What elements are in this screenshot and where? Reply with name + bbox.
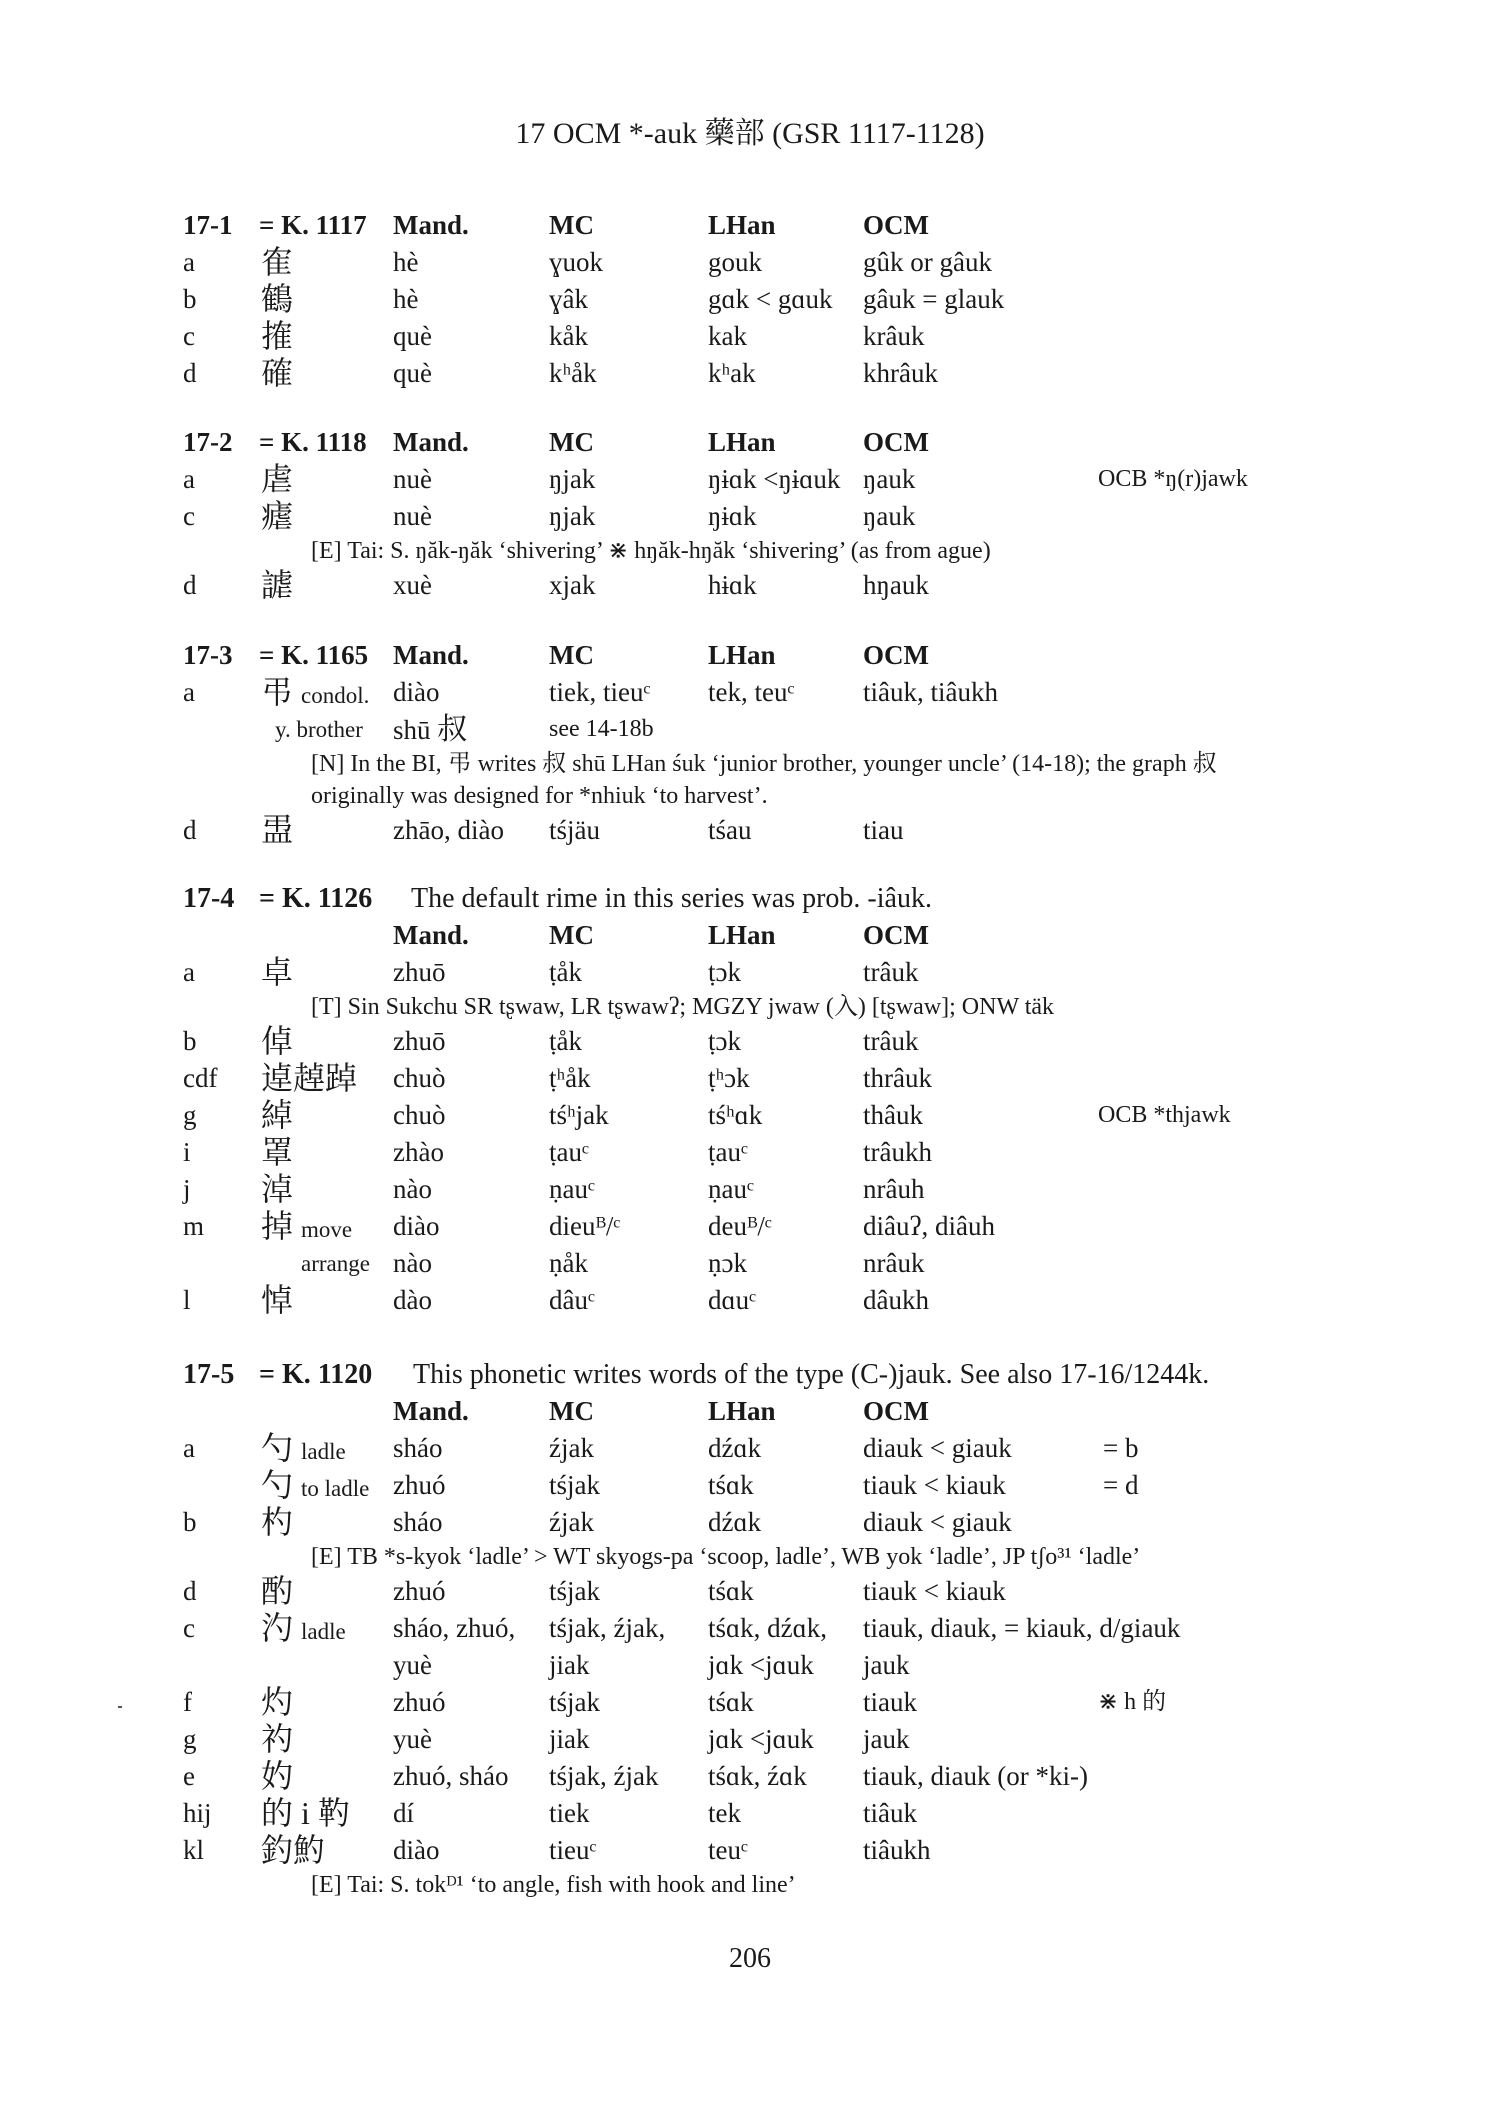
- col-mand: Mand.: [393, 920, 469, 950]
- column-headers: [183, 1393, 1353, 1430]
- etymology-note: [E] Tai: S. tokᴰ¹ ‘to angle, fish with hook and line’: [311, 1872, 796, 1898]
- entry-ocm: nrâuh: [863, 1174, 925, 1204]
- entry-mand: dào: [393, 1285, 432, 1315]
- entry-char: 隺: [261, 244, 294, 280]
- entry-char: 汋: [261, 1610, 294, 1646]
- entry-id: cdf: [183, 1063, 218, 1093]
- entry-mc: tieuᶜ: [549, 1835, 597, 1865]
- entry-lhan: dźɑk: [708, 1507, 762, 1537]
- entry-ocm: gâuk = glauk: [863, 284, 1005, 314]
- entry-row: [183, 1795, 1353, 1832]
- section-description: This phonetic writes words of the type (C-)jauk. See also 17-16/1244k.: [413, 1359, 1210, 1390]
- col-ocm: OCM: [863, 920, 929, 950]
- entry-id: kl: [183, 1835, 205, 1865]
- section-description: The default rime in this series was prob. -iâuk.: [411, 883, 932, 914]
- entry-row: [183, 1573, 1353, 1610]
- entry-ocm: trâukh: [863, 1137, 932, 1167]
- section-header: [183, 424, 1353, 461]
- entry-char: 酌: [261, 1573, 294, 1609]
- entry-row: [183, 1208, 1353, 1245]
- entry-gloss: move: [301, 1217, 353, 1242]
- entry-lhan: ṇauᶜ: [708, 1174, 754, 1204]
- entry-row: [183, 954, 1353, 991]
- entry-mc: tśjak: [549, 1470, 600, 1500]
- col-ocm: OCM: [863, 427, 929, 457]
- entry-row: [183, 567, 1353, 604]
- entry-id: a: [183, 957, 195, 987]
- entry-row: [183, 355, 1353, 392]
- entry-char-with-gloss: [261, 1430, 346, 1470]
- entry-row: [183, 812, 1353, 849]
- entry-mc: ŋjak: [549, 464, 596, 494]
- entry-row: [183, 1758, 1353, 1795]
- entry-mand: xuè: [393, 570, 432, 600]
- stray-mark: [118, 1706, 122, 1708]
- entry-id: d: [183, 570, 197, 600]
- entry-lhan: ṭʰɔk: [708, 1063, 750, 1093]
- entry-gloss: arrange: [301, 1251, 370, 1276]
- karlgren-ref: = K. 1126: [259, 883, 373, 914]
- entry-mc: tśjak, źjak,: [549, 1613, 666, 1643]
- section-17-1: [183, 207, 1353, 392]
- entry-char: 礿: [261, 1721, 294, 1757]
- entry-mand: sháo, zhuó,: [393, 1613, 516, 1643]
- entry-lhan: kʰak: [708, 358, 756, 388]
- entry-char: 杓: [261, 1504, 294, 1540]
- entry-mc: źjak: [549, 1507, 594, 1537]
- col-lhan: LHan: [708, 210, 776, 240]
- entry-mc: ṭåk: [549, 1026, 582, 1056]
- col-mand: Mand.: [393, 210, 469, 240]
- transcription-note: [T] Sin Sukchu SR tʂwaw, LR tʂwawʔ; MGZY jwaw (入) [tʂwaw]; ONW täk: [311, 994, 1055, 1020]
- entry-mc: ṇåk: [549, 1248, 588, 1278]
- entry-mand: chuò: [393, 1063, 446, 1093]
- entry-mc: ɣuok: [549, 247, 603, 277]
- entry-id: j: [183, 1174, 191, 1204]
- entry-char-with-gloss: [261, 1467, 369, 1507]
- entry-lhan: ṇɔk: [708, 1248, 747, 1278]
- entry-equivalence: = d: [1103, 1470, 1139, 1500]
- entry-id: a: [183, 464, 195, 494]
- entry-ocm: tiauk < kiauk: [863, 1470, 1006, 1500]
- entry-row: [183, 1684, 1353, 1721]
- col-lhan: LHan: [708, 920, 776, 950]
- section-17-4: [183, 880, 1353, 1319]
- entry-mand: shū: [393, 715, 431, 745]
- entry-lhan: kak: [708, 321, 747, 351]
- entry-char: 妁: [261, 1758, 294, 1794]
- entry-row: [183, 1171, 1353, 1208]
- entry-mand-with-char: [393, 711, 467, 749]
- entry-ocm: diâuʔ, diâuh: [863, 1211, 995, 1241]
- entry-char: 淖: [261, 1171, 294, 1207]
- entry-ocm: tiau: [863, 815, 904, 845]
- entry-char: 灼: [261, 1684, 294, 1720]
- entry-row: [183, 498, 1353, 535]
- entry-mc: xjak: [549, 570, 596, 600]
- section-17-3: [183, 637, 1353, 849]
- col-mc: MC: [549, 1396, 594, 1426]
- page-title: 17 OCM *-auk 藥部 (GSR 1117-1128): [515, 117, 985, 150]
- entry-row: [183, 1097, 1353, 1134]
- entry-row: [183, 1060, 1353, 1097]
- entry-mand: zhuō: [393, 957, 446, 987]
- entry-lhan: gɑk < gɑuk: [708, 284, 833, 314]
- entry-char: 倬: [261, 1023, 294, 1059]
- entry-id: b: [183, 1026, 197, 1056]
- entry-char: 罩: [261, 1134, 294, 1170]
- entry-ocm: khrâuk: [863, 358, 938, 388]
- entry-mand: chuò: [393, 1100, 446, 1130]
- entry-ocm: gûk or gâuk: [863, 247, 992, 277]
- section-header: [183, 1356, 1353, 1393]
- col-lhan: LHan: [708, 640, 776, 670]
- entry-lhan: tek, teuᶜ: [708, 677, 795, 707]
- entry-id: i: [183, 1137, 191, 1167]
- entry-lhan: ŋɨɑk: [708, 501, 757, 531]
- entry-mand: què: [393, 321, 432, 351]
- entry-lhan: tśɑk: [708, 1470, 754, 1500]
- entry-row: [183, 318, 1353, 355]
- section-header: [183, 880, 1353, 917]
- entry-ocm: tiâuk, tiâukh: [863, 677, 998, 707]
- entry-mc: ṭauᶜ: [549, 1137, 589, 1167]
- entry-lhan: dɑuᶜ: [708, 1285, 757, 1315]
- entry-mand: nào: [393, 1174, 432, 1204]
- entry-id: b: [183, 1507, 197, 1537]
- entry-id: d: [183, 1576, 197, 1606]
- entry-ocm: thâuk: [863, 1100, 923, 1130]
- entry-char-with-gloss: [261, 1610, 346, 1650]
- entry-gloss: to ladle: [301, 1476, 370, 1501]
- entry-ocm: diauk < giauk: [863, 1433, 1012, 1463]
- entry-ocm: nrâuk: [863, 1248, 925, 1278]
- col-lhan: LHan: [708, 427, 776, 457]
- entry-char: 搉: [261, 318, 294, 354]
- entry-row: [183, 1023, 1353, 1060]
- entry-mc: tśjak: [549, 1576, 600, 1606]
- entry-char: 勺: [261, 1467, 294, 1503]
- entry-gloss: ladle: [301, 1439, 346, 1464]
- section-id: 17-1: [183, 210, 233, 240]
- col-lhan: LHan: [708, 1396, 776, 1426]
- entry-id: c: [183, 321, 195, 351]
- entry-ocm: krâuk: [863, 321, 925, 351]
- entry-id: c: [183, 501, 195, 531]
- entry-related: ⋇ h 的: [1098, 1689, 1167, 1715]
- entry-id: hij: [183, 1798, 212, 1828]
- entry-ocm: trâuk: [863, 957, 919, 987]
- entry-mc: ɣâk: [549, 284, 588, 314]
- entry-lhan: ṭɔk: [708, 1026, 741, 1056]
- entry-gloss: y. brother: [275, 717, 363, 742]
- entry-mand: què: [393, 358, 432, 388]
- entry-mand: zhāo, diào: [393, 815, 504, 845]
- entry-mand: yuè: [393, 1650, 432, 1680]
- entry-lhan: tśɑk, dźɑk,: [708, 1613, 827, 1643]
- entry-row: [183, 1245, 1353, 1282]
- entry-lhan: tśɑk: [708, 1687, 754, 1717]
- entry-char: 逴趠踔: [261, 1060, 358, 1096]
- column-headers: [183, 917, 1353, 954]
- entry-mand: dí: [393, 1798, 415, 1828]
- entry-mand: zhào: [393, 1137, 444, 1167]
- entry-row: [183, 674, 1353, 711]
- entry-mand: yuè: [393, 1724, 432, 1754]
- entry-lhan: dźɑk: [708, 1433, 762, 1463]
- page-number: 206: [729, 1943, 771, 1974]
- entry-char: 盄: [261, 812, 294, 848]
- entry-mc: tśjäu: [549, 815, 600, 845]
- entry-lhan: tek: [708, 1798, 741, 1828]
- entry-char: 卓: [261, 954, 294, 990]
- entry-char: 掉: [261, 1208, 294, 1244]
- entry-row: [183, 1832, 1353, 1869]
- col-mand: Mand.: [393, 427, 469, 457]
- entry-id: b: [183, 284, 197, 314]
- section-17-5: [183, 1356, 1353, 1901]
- entry-id: a: [183, 247, 195, 277]
- entry-char: 的 i 靮: [261, 1795, 350, 1831]
- entry-mc: kåk: [549, 321, 588, 351]
- entry-char: 悼: [261, 1282, 294, 1318]
- entry-ocm: hŋauk: [863, 570, 929, 600]
- entry-mc: jiak: [549, 1724, 590, 1754]
- entry-id: a: [183, 1433, 195, 1463]
- entry-mc: tśjak, źjak: [549, 1761, 659, 1791]
- entry-lhan: tśau: [708, 815, 752, 845]
- entry-ocm: diauk < giauk: [863, 1507, 1012, 1537]
- entry-lhan: hɨɑk: [708, 570, 757, 600]
- entry-row: [183, 461, 1353, 498]
- entry-row: [183, 1134, 1353, 1171]
- section-id: 17-3: [183, 640, 233, 670]
- entry-mand: hè: [393, 247, 419, 277]
- entry-mand: sháo: [393, 1433, 443, 1463]
- section-header: [183, 637, 1353, 674]
- entry-mc: źjak: [549, 1433, 594, 1463]
- entry-mc: dieuᴮ/ᶜ: [549, 1211, 621, 1241]
- entry-char: 弔: [261, 674, 294, 710]
- entry-row: [183, 281, 1353, 318]
- entry-char-with-gloss: [261, 674, 369, 714]
- col-ocm: OCM: [863, 1396, 929, 1426]
- entry-char: 叔: [437, 713, 468, 746]
- col-mand: Mand.: [393, 640, 469, 670]
- entry-row: [183, 1504, 1353, 1541]
- entry-mand: diào: [393, 1211, 440, 1241]
- entry-gloss: condol.: [301, 683, 370, 708]
- entry-id: a: [183, 677, 195, 707]
- entry-ocm: trâuk: [863, 1026, 919, 1056]
- entry-ocm: tiauk, diauk, = kiauk, d/giauk: [863, 1613, 1181, 1643]
- entry-row: [183, 1467, 1353, 1504]
- entry-ocm: tiâuk: [863, 1798, 917, 1828]
- entry-mc: tśʰjak: [549, 1100, 609, 1130]
- entry-mand: hè: [393, 284, 419, 314]
- col-mc: MC: [549, 427, 594, 457]
- entry-ocm: tiauk, diauk (or *ki-): [863, 1761, 1088, 1791]
- entry-lhan: tśɑk, źɑk: [708, 1761, 807, 1791]
- entry-mand: nuè: [393, 464, 432, 494]
- entry-ocm: tiauk: [863, 1687, 917, 1717]
- entry-lhan: tśɑk: [708, 1576, 754, 1606]
- entry-ocm: ŋauk: [863, 464, 916, 494]
- entry-mc: ṇauᶜ: [549, 1174, 595, 1204]
- entry-ocm: jauk: [863, 1724, 910, 1754]
- entry-id: m: [183, 1211, 205, 1241]
- entry-id: l: [183, 1285, 191, 1315]
- entry-ocm: tiauk < kiauk: [863, 1576, 1006, 1606]
- entry-mc: ŋjak: [549, 501, 596, 531]
- entry-mc: tśjak: [549, 1687, 600, 1717]
- entry-mc: tiek: [549, 1798, 590, 1828]
- entry-char: 瘧: [261, 498, 294, 534]
- entry-ocm: ŋauk: [863, 501, 916, 531]
- entry-mc: jiak: [549, 1650, 590, 1680]
- col-ocm: OCM: [863, 640, 929, 670]
- entry-row: [183, 244, 1353, 281]
- entry-char: 謔: [261, 567, 294, 603]
- cross-reference: see 14-18b: [549, 716, 654, 742]
- col-mc: MC: [549, 920, 594, 950]
- entry-row: [183, 1721, 1353, 1758]
- entry-ocb: OCB *ŋ(r)jawk: [1098, 466, 1248, 492]
- karlgren-ref: = K. 1165: [259, 640, 369, 670]
- section-17-2: [183, 424, 1353, 604]
- entry-ocm: dâukh: [863, 1285, 929, 1315]
- entry-row: [183, 1647, 1353, 1684]
- entry-mand: zhuō: [393, 1026, 446, 1056]
- entry-lhan: ṭɔk: [708, 957, 741, 987]
- entry-char: 鶴: [261, 281, 294, 317]
- entry-mc: ṭåk: [549, 957, 582, 987]
- col-mc: MC: [549, 210, 594, 240]
- entry-equivalence: = b: [1103, 1433, 1139, 1463]
- entry-mc: tiek, tieuᶜ: [549, 677, 651, 707]
- entry-lhan: tśʰɑk: [708, 1100, 763, 1130]
- entry-lhan: teuᶜ: [708, 1835, 748, 1865]
- section-id: 17-4: [183, 883, 235, 914]
- entry-row: [183, 1282, 1353, 1319]
- section-id: 17-5: [183, 1359, 235, 1390]
- entry-char: 確: [261, 355, 294, 391]
- entry-ocm: tiâukh: [863, 1835, 931, 1865]
- section-id: 17-2: [183, 427, 233, 457]
- entry-row: [183, 1430, 1353, 1467]
- entry-id: d: [183, 358, 197, 388]
- entry-gloss: ladle: [301, 1619, 346, 1644]
- col-mc: MC: [549, 640, 594, 670]
- entry-mc: ṭʰåk: [549, 1063, 591, 1093]
- karlgren-ref: = K. 1118: [259, 427, 367, 457]
- entry-lhan: jɑk <jɑuk: [708, 1724, 814, 1754]
- entry-lhan: jɑk <jɑuk: [708, 1650, 814, 1680]
- entry-char-with-gloss: [261, 1208, 352, 1248]
- entry-mc: kʰåk: [549, 358, 597, 388]
- entry-lhan: gouk: [708, 247, 762, 277]
- entry-mand: sháo: [393, 1507, 443, 1537]
- entry-mand: zhuó, sháo: [393, 1761, 509, 1791]
- karlgren-ref: = K. 1120: [259, 1359, 373, 1390]
- entry-id: c: [183, 1613, 195, 1643]
- entry-ocm: thrâuk: [863, 1063, 932, 1093]
- entry-id: e: [183, 1761, 195, 1791]
- section-header: [183, 207, 1353, 244]
- entry-mand: nuè: [393, 501, 432, 531]
- entry-id: g: [183, 1724, 197, 1754]
- entry-mand: zhuó: [393, 1576, 446, 1606]
- entry-row: [183, 1610, 1353, 1647]
- entry-mand: diào: [393, 1835, 440, 1865]
- entry-id: d: [183, 815, 197, 845]
- entry-ocb: OCB *thjawk: [1098, 1102, 1231, 1128]
- entry-mand: zhuó: [393, 1687, 446, 1717]
- col-mand: Mand.: [393, 1396, 469, 1426]
- etymology-note: [E] TB *s-kyok ‘ladle’ > WT skyogs-pa ‘scoop, ladle’, WB yok ‘ladle’, JP tʃo³¹ ‘ladle’: [311, 1544, 1141, 1570]
- entry-char: 釣魡: [261, 1832, 326, 1868]
- etymology-note: [E] Tai: S. ŋăk-ŋăk ‘shivering’ ⋇ hŋăk-hŋăk ‘shivering’ (as from ague): [311, 538, 991, 564]
- karlgren-ref: = K. 1117: [259, 210, 367, 240]
- entry-id: f: [183, 1687, 192, 1717]
- entry-char: 綽: [261, 1097, 294, 1133]
- entry-lhan: ṭauᶜ: [708, 1137, 748, 1167]
- entry-ocm: jauk: [863, 1650, 910, 1680]
- entry-mand: zhuó: [393, 1470, 446, 1500]
- entry-mc: dâuᶜ: [549, 1285, 595, 1315]
- entry-lhan: deuᴮ/ᶜ: [708, 1211, 772, 1241]
- entry-lhan: ŋɨɑk <ŋɨɑuk: [708, 464, 841, 494]
- entry-mand: nào: [393, 1248, 432, 1278]
- entry-char: 虐: [261, 461, 294, 497]
- col-ocm: OCM: [863, 210, 929, 240]
- entry-id: g: [183, 1100, 197, 1130]
- entry-char: 勺: [261, 1430, 294, 1466]
- note-block: [N] In the BI, 弔 writes 叔 shū LHan śuk ‘junior brother, younger uncle’ (14-18); the graph 叔 originally was designed for *nhiuk ‘to harvest’.: [311, 751, 1217, 809]
- entry-mand: diào: [393, 677, 440, 707]
- entry-row: [183, 711, 1353, 748]
